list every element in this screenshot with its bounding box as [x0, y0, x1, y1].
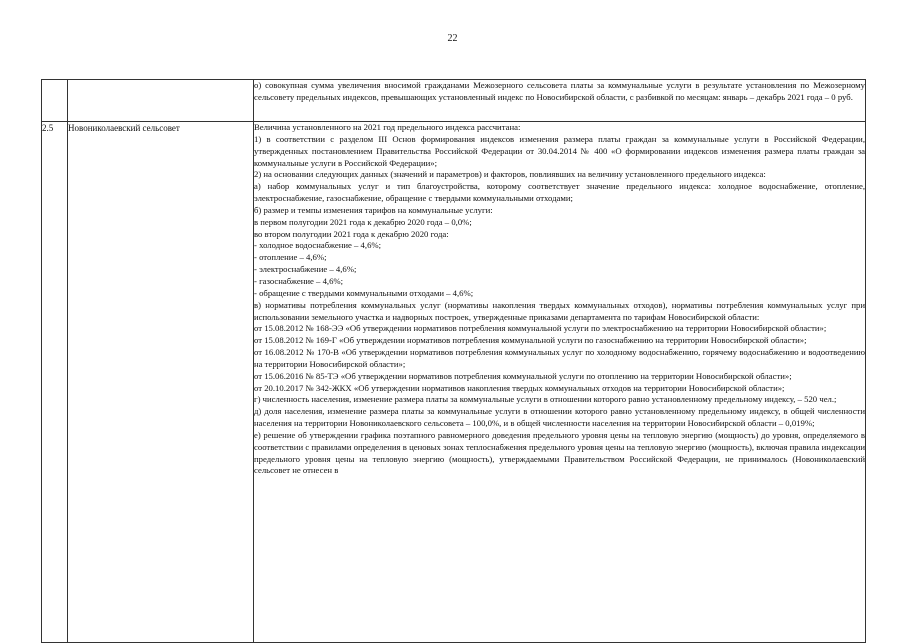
text-paragraph: 1) в соответствии с разделом III Основ формирования индексов изменения размера платы граждан за коммунальные услуги в Российской Федерации, утвержденных постановлением Правительства Российской Федерации от 30.04.2014 № 400 «О формировании индексов изменения размера платы граждан за коммунальные услуги в Российской Федерации»;	[254, 133, 865, 168]
text-paragraph: 2) на основании следующих данных (значений и параметров) и факторов, повлиявших на величину установленного предельного индекса:	[254, 169, 766, 180]
text-paragraph: в) нормативы потребления коммунальных услуг (нормативы накопления твердых коммунальных отходов), нормативы потребления коммунальных услуг при использовании земельного участка и надворных построек, утвержденные приказами департамента по тарифам Новосибирской области:	[254, 299, 865, 322]
row-number-cell	[42, 80, 68, 122]
text-paragraph: д) доля населения, изменение размера платы за коммунальные услуги в отношении которого равно установленному предельному индексу, в общей численности населения на территории Новониколаевского сельсовета – 100,0%, и в общей численности населения на территории Новосибирской области – 0,019%;	[254, 406, 865, 429]
text-paragraph: е) решение об утверждении графика поэтапного равномерного доведения предельного уровня цены на тепловую энергию (мощность) до уровня, определяемого в соответствии с правилами определения в ценовых зонах теплоснабжения предельного уровня цены на тепловую энергию (мощность), включая правила индексации предельного уровня цены на тепловую энергию (мощность), утверждаемыми Правительством Российской Федерации, не принималось (Новониколаевский сельсовет не отнесен в	[254, 429, 865, 476]
text-paragraph: о) совокупная сумма увеличения вносимой гражданами Межозерного сельсовета платы за коммунальные услуги в результате установления по Межозерному сельсовету предельных индексов, превышающих установленный индекс по Новосибирской области, с разбивкой по месяцам: январь – декабрь 2021 года – 0 руб.	[254, 80, 865, 102]
text-paragraph: во втором полугодии 2021 года к декабрю 2020 года:	[254, 228, 449, 239]
page-number: 22	[447, 33, 458, 44]
text-paragraph: от 15.06.2016 № 85-ТЭ «Об утверждении нормативов потребления коммунальной услуги по отоплению на территории Новосибирской области»;	[254, 370, 792, 381]
table-row	[42, 122, 866, 643]
table-row	[42, 80, 866, 122]
text-paragraph: - обращение с твердыми коммунальными отходами – 4,6%;	[254, 287, 474, 298]
row-name-cell: Новониколаевский сельсовет	[68, 122, 254, 643]
text-paragraph: - холодное водоснабжение – 4,6%;	[254, 240, 382, 251]
text-paragraph: г) численность населения, изменение размера платы за коммунальные услуги в отношении которого равно установленному предельному индексу, – 520 чел.;	[254, 394, 837, 405]
row-number-cell: 2.5	[42, 122, 68, 643]
text-paragraph: от 20.10.2017 № 342-ЖКХ «Об утверждении нормативов накопления твердых коммунальных отходов на территории Новосибирской области»;	[254, 382, 785, 393]
text-paragraph: в первом полугодии 2021 года к декабрю 2020 года – 0,0%;	[254, 216, 472, 227]
text-paragraph: - отопление – 4,6%;	[254, 252, 327, 263]
text-paragraph: а) набор коммунальных услуг и тип благоустройства, которому соответствует значение предельного индекса: холодное водоснабжение, отопление, электроснабжение, газоснабжение, обращение с твердыми коммунальными отходами;	[254, 181, 865, 204]
row-text-cell	[254, 80, 866, 122]
text-paragraph: от 15.08.2012 № 168-ЭЭ «Об утверждении нормативов потребления коммунальной услуги по электроснабжению на территории Новосибирской области»;	[254, 323, 827, 334]
row-text-cell	[254, 122, 866, 643]
text-paragraph: - газоснабжение – 4,6%;	[254, 275, 344, 286]
data-table	[41, 79, 866, 643]
row-name-cell	[68, 80, 254, 122]
text-paragraph: от 16.08.2012 № 170-В «Об утверждении нормативов потребления коммунальных услуг по холодному водоснабжению, горячему водоснабжению и водоотведению на территории Новосибирской области»;	[254, 347, 865, 369]
text-paragraph: - электроснабжение – 4,6%;	[254, 264, 357, 275]
text-paragraph: Величина установленного на 2021 год предельного индекса рассчитана:	[254, 122, 521, 132]
text-paragraph: от 15.08.2012 № 169-Г «Об утверждении нормативов потребления коммунальной услуги по газоснабжению на территории Новосибирской области»;	[254, 335, 807, 346]
text-paragraph: б) размер и темпы изменения тарифов на коммунальные услуги:	[254, 204, 493, 215]
